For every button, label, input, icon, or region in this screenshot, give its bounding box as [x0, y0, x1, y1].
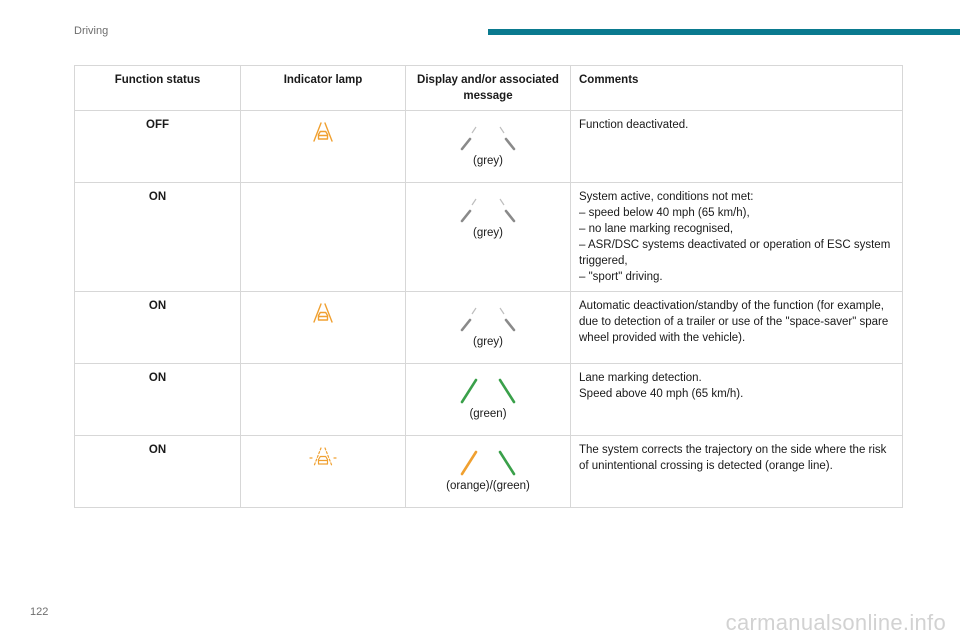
- indicator-lamp-cell: [241, 183, 406, 292]
- lane-assist-warning-icon: [311, 301, 335, 330]
- lane-lines-orange-green-icon: [458, 448, 518, 476]
- table-row: [75, 364, 903, 436]
- display-cell: [406, 183, 571, 292]
- page-number: 122: [30, 606, 49, 618]
- comment-line: Speed above 40 mph (65 km/h).: [579, 388, 744, 400]
- display-color-note: (green): [469, 408, 507, 420]
- function-status-cell: ON: [75, 364, 241, 436]
- function-status-cell: ON: [75, 183, 241, 292]
- indicator-lamp-cell: [241, 364, 406, 436]
- comments-cell: [571, 436, 903, 508]
- table-row: [75, 183, 903, 292]
- table-row: [75, 436, 903, 508]
- function-status-cell: ON: [75, 292, 241, 364]
- comment-line: Lane marking detection.: [579, 372, 702, 384]
- comment-line: – no lane marking recognised,: [579, 223, 734, 235]
- display-color-note: (grey): [472, 227, 504, 239]
- lane-assist-active-icon: [309, 445, 337, 474]
- function-status-cell: OFF: [75, 111, 241, 183]
- comment-line: System active, conditions not met:: [579, 191, 754, 203]
- indicator-lamp-cell: [241, 292, 406, 364]
- lane-lines-green-icon: [458, 376, 518, 404]
- display-color-note: (grey): [472, 155, 504, 167]
- indicator-lamp-cell: [241, 436, 406, 508]
- display-cell: [406, 111, 571, 183]
- comment-line: The system corrects the trajectory on the side where the risk of unintentional crossing is detected (orange line).: [579, 444, 887, 472]
- display-cell: [406, 436, 571, 508]
- header-comments: Comments: [571, 66, 903, 111]
- indicator-lamp-cell: [241, 111, 406, 183]
- watermark: carmanualsonline.info: [725, 610, 946, 635]
- comment-line: – "sport" driving.: [579, 271, 663, 283]
- function-status-table: [74, 65, 903, 508]
- comment-line: – speed below 40 mph (65 km/h),: [579, 207, 750, 219]
- function-status-cell: ON: [75, 436, 241, 508]
- header-accent-bar: [488, 29, 960, 35]
- lane-lines-grey-icon: [458, 123, 518, 151]
- lane-lines-grey-icon: [458, 304, 518, 332]
- header-display-message: Display and/or associated message: [406, 66, 571, 111]
- table-header-row: [75, 66, 903, 111]
- comment-line: Function deactivated.: [579, 119, 689, 131]
- table-row: [75, 292, 903, 364]
- comment-line: – ASR/DSC systems deactivated or operation of ESC system triggered,: [579, 239, 891, 267]
- table-row: [75, 111, 903, 183]
- lane-assist-warning-icon: [311, 120, 335, 149]
- display-color-note: (grey): [472, 336, 504, 348]
- header-indicator-lamp: Indicator lamp: [241, 66, 406, 111]
- lane-lines-grey-icon: [458, 195, 518, 223]
- comments-cell: [571, 183, 903, 292]
- comments-cell: [571, 111, 903, 183]
- comments-cell: [571, 292, 903, 364]
- comment-line: Automatic deactivation/standby of the function (for example, due to detection of a trailer or use of the "space-saver" spare wheel provided with the vehicle).: [579, 300, 889, 344]
- comments-cell: [571, 364, 903, 436]
- display-cell: [406, 292, 571, 364]
- display-cell: [406, 364, 571, 436]
- section-title: Driving: [74, 25, 109, 37]
- display-color-note: (orange)/(green): [446, 480, 530, 492]
- header-function-status: Function status: [75, 66, 241, 111]
